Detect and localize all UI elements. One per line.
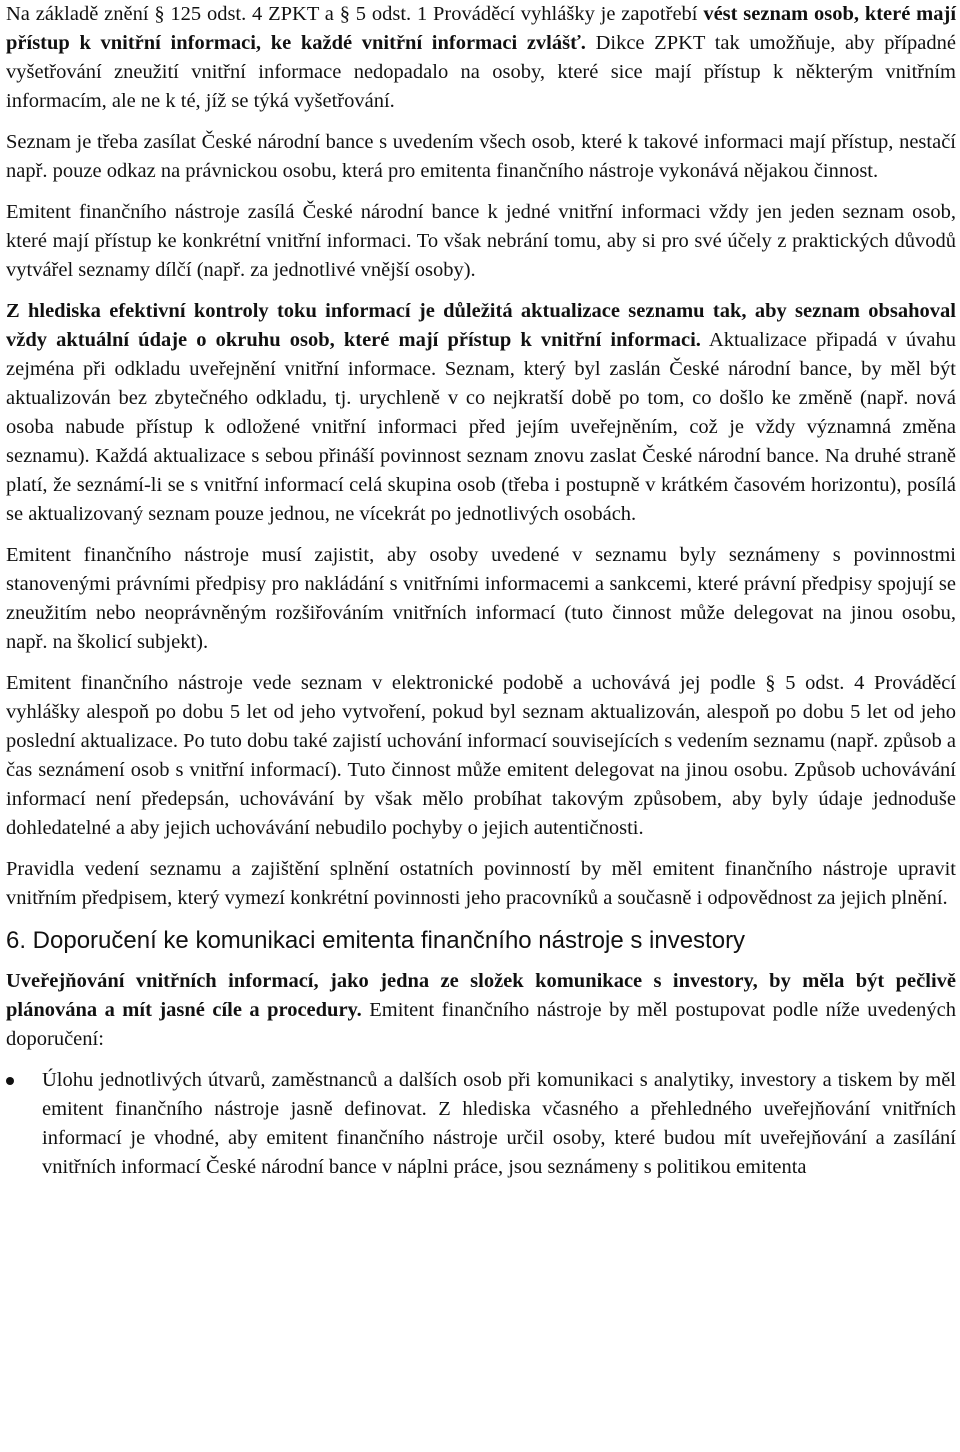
section-intro-bold: Uveřejňování vnitřních informací, jako jedna ze složek komunikace s investory, by měla být pečlivě plánována a mít jasné cíle a procedury. [6, 970, 956, 1021]
section-intro [6, 967, 956, 1054]
paragraph-text: Emitent finančního nástroje zasílá České národní bance k jedné vnitřní informaci vždy jen jeden seznam osob, které mají přístup ke konkrétní vnitřní informaci. To však nebrání tomu, aby si pro své účely z praktických důvodů vytvářel seznamy dílčí (např. za jednotlivé vnější osoby). [6, 201, 956, 281]
paragraph-text: Pravidla vedení seznamu a zajištění splnění ostatních povinností by měl emitent finančního nástroje upravit vnitřním předpisem, který vymezí konkrétní povinnosti jeho pracovníků a současně i odpovědnost za jejich plnění. [6, 858, 956, 909]
paragraph-text: Dikce ZPKT tak umožňuje, aby případné vyšetřování zneužití vnitřní informace nedopadalo na osoby, které sice mají přístup k některým vnitřním informacím, ale ne k té, jíž se týká vyšetřování. [6, 32, 957, 112]
recommendation-list [6, 1066, 956, 1182]
paragraph-text: Emitent finančního nástroje vede seznam v elektronické podobě a uchovává jej podle § 5 odst. 4 Prováděcí vyhlášky alespoň po dobu 5 let od jeho vytvoření, pokud byl seznam aktualizován, alespoň po dobu 5 let od jeho poslední aktualizace. Po tuto dobu také zajistí uchování informací souvisejících s vedením seznamu (např. způsob a čas seznámení osob s vnitřní informací). Tuto činnost může emitent delegovat na jinou osobu. Způsob uchovávání informací není předepsán, uchovávání by však mělo probíhat takovým způsobem, aby byly údaje jednoduše dohledatelné a aby jejich uchovávání nebudilo pochyby o jejich autentičnosti. [6, 672, 956, 839]
paragraph-jeden-seznam [6, 198, 956, 285]
list-item-text: Úlohu jednotlivých útvarů, zaměstnanců a dalších osob při komunikaci s analytiky, investory a tiskem by měl emitent finančního nástroje jasně definovat. Z hlediska včasného a přehledného uveřejňování vnitřních informací je vhodné, aby emitent finančního nástroje určil osoby, které budou mít uveřejňování a zasílání vnitřních informací České národní bance v náplni práce, jsou seznámeny s politikou emitenta [42, 1069, 956, 1178]
paragraph-bold-text: Z hlediska efektivní kontroly toku informací je důležitá aktualizace seznamu tak, aby seznam obsahoval vždy aktuální údaje o okruhu osob, které mají přístup k vnitřní informaci. [6, 300, 956, 351]
paragraph-seznameni-osob [6, 541, 956, 657]
section-heading: 6. Doporučení ke komunikaci emitenta finančního nástroje s investory [6, 927, 746, 954]
paragraph-text: Aktualizace připadá v úvahu zejména při odkladu uveřejnění vnitřní informace. Seznam, který byl zaslán České národní bance, by měl být aktualizován bez zbytečného odkladu, tj. urychleně v co nejkratší době po tom, co došlo ke změně (např. nová osoba nabude přístup k odložené vnitřní informaci před jejím uveřejněním, což je vždy významná změna seznamu). Každá aktualizace s sebou přináší povinnost seznam znovu zaslat České národní bance. Na druhé straně platí, že seznámí-li se s vnitřní informací celá skupina osob (třeba i postupně v krátkém časovém horizontu), posílá se aktualizovaný seznam pouze jednou, ne vícekrát po jednotlivých osobách. [6, 329, 957, 525]
document-page [6, 0, 956, 1182]
paragraph-zasilani-cnb [6, 128, 956, 186]
paragraph-text: Seznam je třeba zasílat České národní bance s uvedením všech osob, které k takové informaci mají přístup, nestačí např. pouze odkaz na právnickou osobu, která pro emitenta finančního nástroje vykonává nějakou činnost. [6, 131, 956, 182]
list-item [6, 1066, 956, 1182]
bullet-icon [6, 1077, 14, 1085]
paragraph-text: Na základě znění § 125 odst. 4 ZPKT a § 5 odst. 1 Prováděcí vyhlášky je zapotřebí [6, 3, 704, 25]
paragraph-text: Emitent finančního nástroje musí zajistit, aby osoby uvedené v seznamu byly seznámeny s povinnostmi stanovenými právními předpisy pro nakládání s vnitřními informacemi a sankcemi, které právní předpisy spojují se zneužitím nebo neoprávněným rozšiřováním vnitřních informací (tuto činnost může delegovat na jinou osobu, např. na školicí subjekt). [6, 544, 956, 653]
paragraph-aktualizace [6, 297, 956, 529]
section-intro-text: Emitent finančního nástroje by měl postupovat podle níže uvedených doporučení: [6, 999, 956, 1050]
paragraph-elektronicka-podoba [6, 669, 956, 843]
paragraph-vnitrni-predpis [6, 855, 956, 913]
paragraph-bold-text: vést seznam osob, které mají přístup k vnitřní informaci, ke každé vnitřní informaci zvlášť. [6, 3, 957, 54]
paragraph-seznam-osob [6, 0, 956, 116]
